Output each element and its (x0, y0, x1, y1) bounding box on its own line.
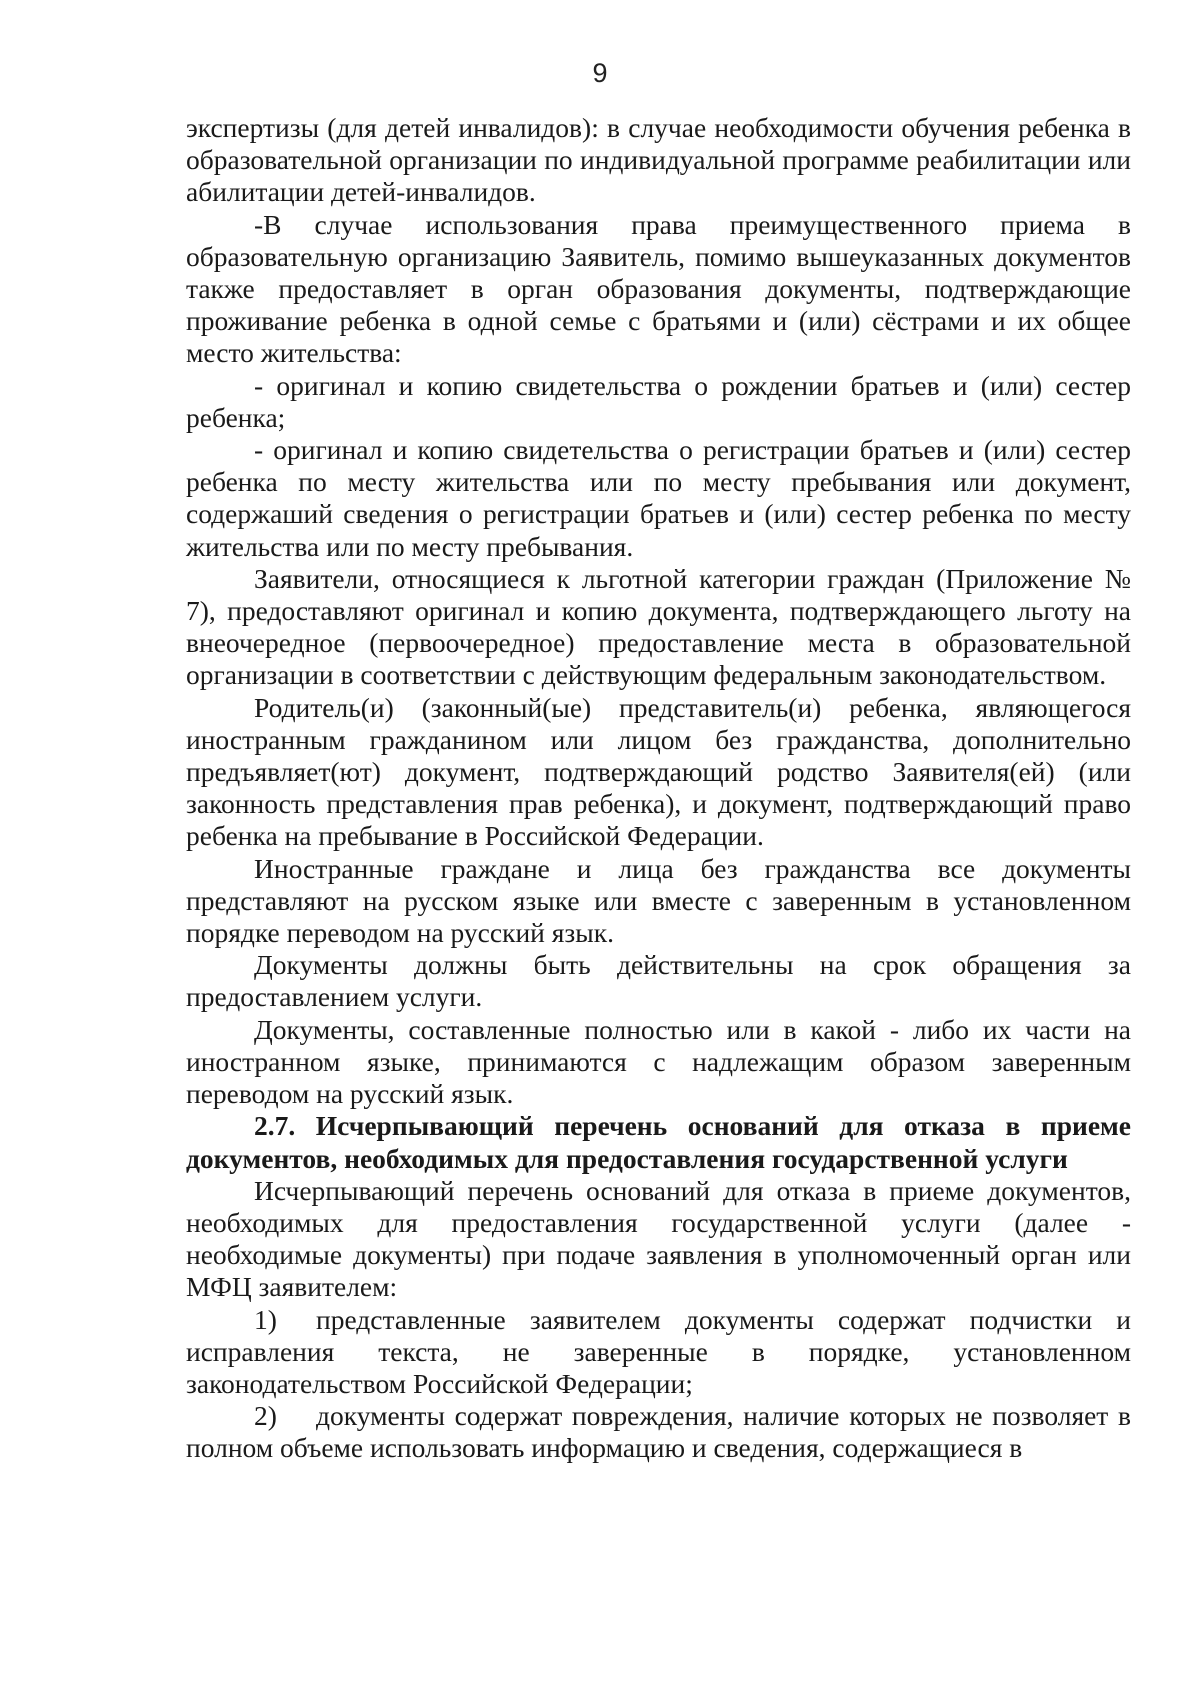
list-item (186, 1400, 1131, 1464)
list-item-text: документы содержат повреждения, наличие которых не позволяет в полном объеме использовать информацию и сведения, содержащиеся в (186, 1400, 1131, 1464)
paragraph-birth-certificate: - оригинал и копию свидетельства о рождении братьев и (или) сестер ребенка; (186, 369, 1131, 433)
paragraph-foreign-parent: Родитель(и) (законный(ые) представитель(и) ребенка, являющегося иностранным гражданином или лицом без гражданства, дополнительно предъявляет(ют) документ, подтверждающий родство Заявителя(ей) (или законность представления прав ребенка), и документ, подтверждающий право ребенка на пребывание в Российской Федерации. (186, 691, 1131, 852)
paragraph-registration-certificate: - оригинал и копию свидетельства о регистрации братьев и (или) сестер ребенка по месту жительства или по месту пребывания или документ, содержаший сведения о регистрации братьев и (или) сестер ребенка по месту жительства или по месту пребывания. (186, 434, 1131, 562)
paragraph-foreign-language: Документы, составленные полностью или в какой - либо их части на иностранном языке, принимаются с надлежащим образом заверенным переводом на русский язык. (186, 1013, 1131, 1110)
paragraph-preferential-admission: -В случае использования права преимущественного приема в образовательную организацию Заявитель, помимо вышеуказанных документов также предоставляет в орган образования документы, подтверждающие проживание ребенка в одной семье с братьями и (или) сёстрами и их общее место жительства: (186, 208, 1131, 369)
document-body (186, 112, 1131, 1465)
paragraph-document-validity: Документы должны быть действительны на срок обращения за предоставлением услуги. (186, 949, 1131, 1013)
paragraph-foreign-citizens: Иностранные граждане и лица без гражданства все документы представляют на русском языке или вместе с заверенным в установленном порядке переводом на русский язык. (186, 852, 1131, 949)
section-heading: 2.7. Исчерпывающий перечень оснований для отказа в приеме документов, необходимых для предоставления государственной услуги (186, 1110, 1131, 1174)
list-item-number: 1) (254, 1303, 277, 1335)
page-number: 9 (592, 58, 608, 88)
section-intro: Исчерпывающий перечень оснований для отказа в приеме документов, необходимых для предоставления государственной услуги (далее - необходимые документы) при подаче заявления в уполномоченный орган или МФЦ заявителем: (186, 1174, 1131, 1303)
list-item-text: представленные заявителем документы содержат подчистки и исправления текста, не заверенные в порядке, установленном законодательством Российской Федерации; (186, 1303, 1131, 1399)
paragraph-continuation: экспертизы (для детей инвалидов): в случае необходимости обучения ребенка в образовательной организации по индивидуальной программе реабилитации или абилитации детей-инвалидов. (186, 112, 1131, 208)
list-item (186, 1304, 1131, 1401)
list-item-number: 2) (254, 1400, 277, 1432)
paragraph-benefit-category: Заявители, относящиеся к льготной категории граждан (Приложение № 7), предоставляют оригинал и копию документа, подтверждающего льготу на внеочередное (первоочередное) предоставление места в образовательной организации в соответствии с действующим федеральным законодательством. (186, 562, 1131, 691)
